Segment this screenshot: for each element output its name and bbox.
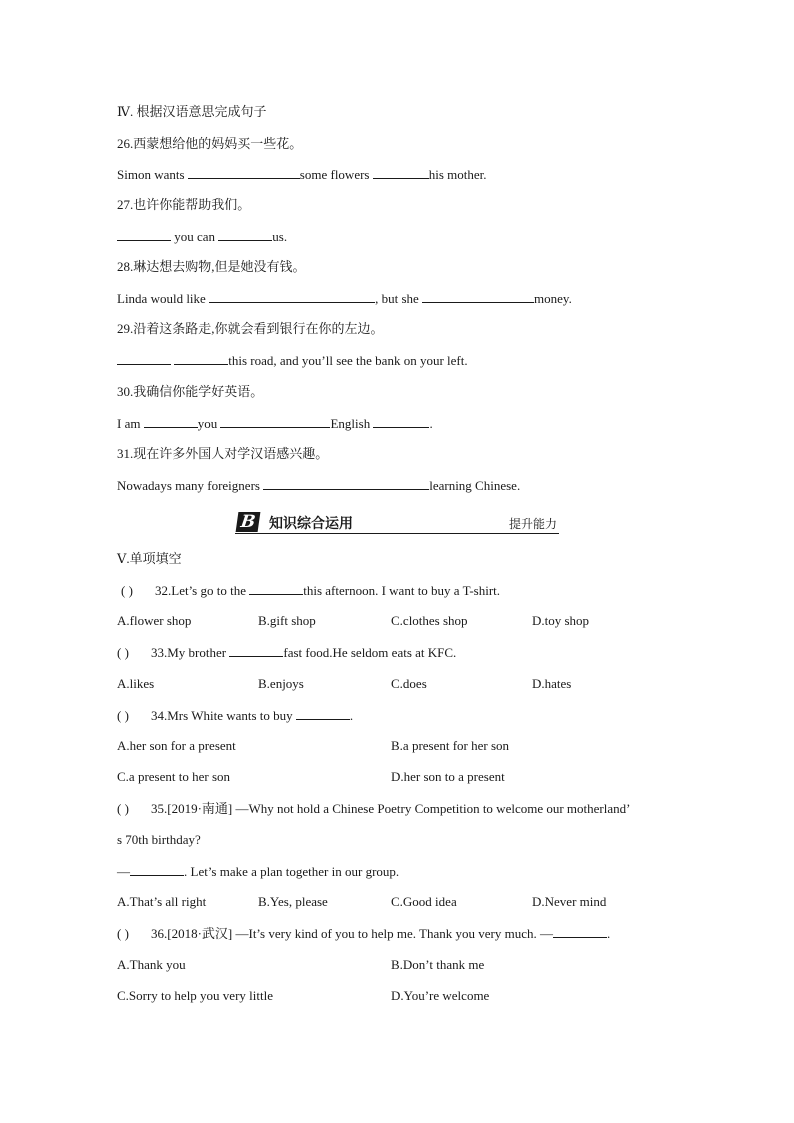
answer-paren[interactable]: ( ) [117,708,129,723]
q36-option-a[interactable]: A.Thank you [117,957,186,972]
answer-blank [553,925,607,938]
q27-english: you can us. [117,228,287,245]
answer-blank[interactable] [218,228,272,241]
q26-chinese: 26.西蒙想给他的妈妈买一些花。 [117,136,303,151]
answer-blank[interactable] [220,415,330,428]
q26-english: Simon wants some flowers his mother. [117,167,487,182]
q33-option-b[interactable]: B.enjoys [258,676,304,691]
q35-stem-line1: ( ) 35.[2019·南通] —Why not hold a Chinese Poetry Competition to welcome our motherland’ [117,801,631,816]
q33-option-a[interactable]: A.likes [117,676,155,691]
q34-option-b[interactable]: B.a present for her son [391,738,510,753]
q33-option-d[interactable]: D.hates [532,676,572,691]
q33-option-c[interactable]: C.does [391,676,427,691]
q36-option-c[interactable]: C.Sorry to help you very little [117,988,273,1003]
answer-blank[interactable] [209,290,375,303]
answer-blank [130,863,184,876]
q32-stem: ( ) 32.Let’s go to the this afternoon. I want to buy a T-shirt. [121,583,501,598]
answer-paren[interactable]: ( ) [117,926,129,941]
section-4-title: Ⅳ. 根据汉语意思完成句子 [117,104,267,119]
q34-option-c[interactable]: C.a present to her son [117,769,231,784]
q33-stem: ( ) 33.My brother fast food.He seldom eats at KFC. [117,645,457,660]
answer-blank[interactable] [117,352,171,365]
q35-stem-line3: — . Let’s make a plan together in our group. [117,864,400,879]
q34-option-a[interactable]: A.her son for a present [117,738,236,753]
q35-option-c[interactable]: C.Good idea [391,894,457,909]
q36-option-d[interactable]: D.You’re welcome [391,988,490,1003]
banner-rule [235,533,559,534]
q35-option-d[interactable]: D.Never mind [532,894,607,909]
banner-title: 知识综合运用 [269,516,353,532]
answer-blank[interactable] [188,166,300,179]
q32-option-b[interactable]: B.gift shop [258,613,316,628]
q29-chinese: 29.沿着这条路走,你就会看到银行在你的左边。 [117,321,384,336]
answer-blank[interactable] [263,477,429,490]
answer-blank[interactable] [117,228,171,241]
q34-stem: ( ) 34.Mrs White wants to buy . [117,708,354,723]
answer-blank [249,582,303,595]
q35-option-a[interactable]: A.That’s all right [117,894,207,909]
q32-option-a[interactable]: A.flower shop [117,613,192,628]
q31-english: Nowadays many foreigners learning Chinese. [117,478,521,493]
answer-paren[interactable]: ( ) [117,645,129,660]
answer-blank [296,707,350,720]
q31-chinese: 31.现在许多外国人对学汉语感兴趣。 [117,446,329,461]
answer-blank[interactable] [373,166,429,179]
q32-option-d[interactable]: D.toy shop [532,613,590,628]
q36-option-b[interactable]: B.Don’t thank me [391,957,485,972]
answer-paren[interactable]: ( ) [117,801,129,816]
answer-blank[interactable] [174,352,228,365]
q28-chinese: 28.琳达想去购物,但是她没有钱。 [117,259,306,274]
q36-stem: ( ) 36.[2018·武汉] —It’s very kind of you to help me. Thank you very much. — . [117,926,611,941]
section-banner [235,509,559,536]
answer-blank[interactable] [422,290,534,303]
q35-option-b[interactable]: B.Yes, please [258,894,328,909]
banner-subtitle: 提升能力 [508,517,557,531]
answer-blank[interactable] [373,415,429,428]
q35-stem-line2: s 70th birthday? [117,832,201,847]
q34-option-d[interactable]: D.her son to a present [391,769,505,784]
q29-english: this road, and you’ll see the bank on your left. [117,352,468,369]
answer-blank[interactable] [144,415,198,428]
section-5-title: Ⅴ.单项填空 [117,551,182,566]
q32-option-c[interactable]: C.clothes shop [391,613,468,628]
q28-english: Linda would like , but she money. [117,291,572,306]
b-badge-icon: B [236,512,261,532]
q30-chinese: 30.我确信你能学好英语。 [117,384,264,399]
answer-blank [229,644,283,657]
q27-chinese: 27.也许你能帮助我们。 [117,197,251,212]
answer-paren[interactable]: ( ) [121,583,133,598]
q30-english: I am you English . [117,416,433,431]
